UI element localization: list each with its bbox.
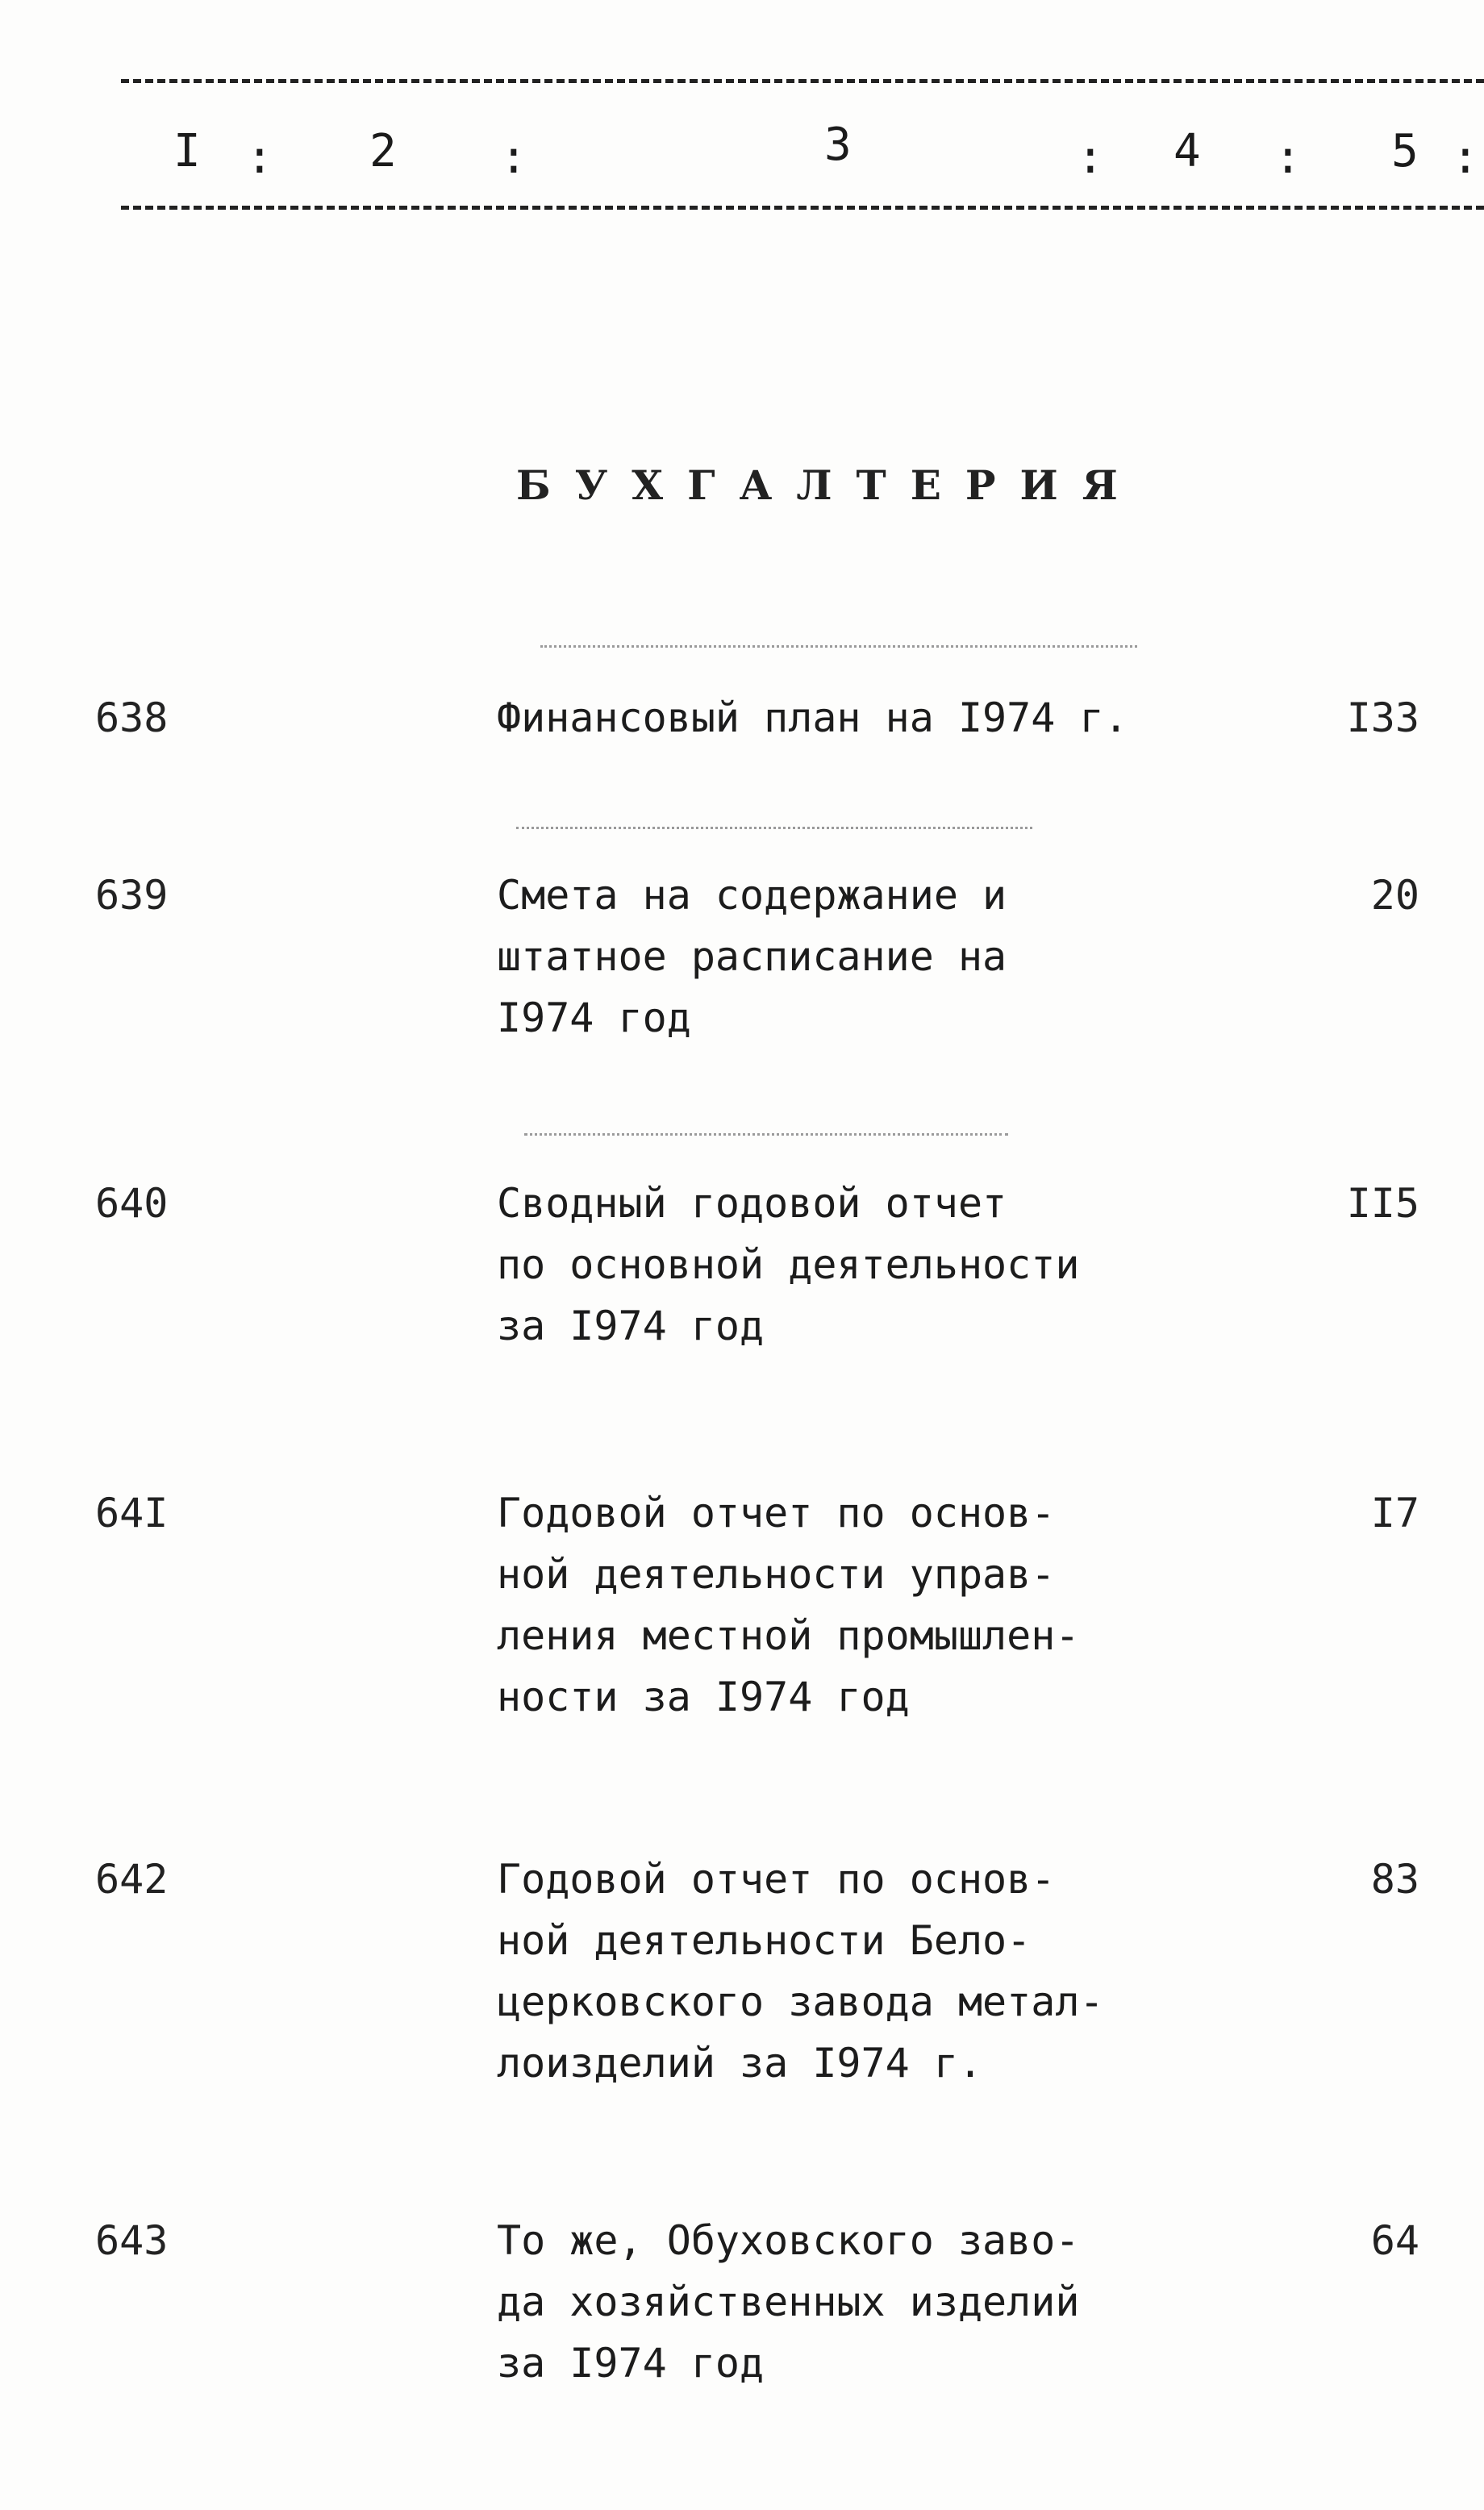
column-number-5: 5 [1391, 125, 1419, 177]
column-separator: : [1274, 131, 1302, 184]
column-number-3: 3 [824, 119, 852, 171]
entry-title: Годовой отчет по основ- ной деятельности Бело- церковского завода метал- лоизделий за I974 г. [497, 1856, 1104, 2087]
entry-sheet-count: II5 [1346, 1180, 1419, 1227]
entry-title: Годовой отчет по основ- ной деятельности управ- ления местной промышлен- ности за I974 год [497, 1490, 1080, 1720]
entry-number: 638 [95, 694, 169, 741]
dotted-separator [524, 1133, 1008, 1136]
column-separator: : [246, 131, 273, 184]
column-number-1: I [173, 125, 201, 177]
entry-number: 639 [95, 872, 169, 919]
column-number-4: 4 [1173, 125, 1201, 177]
header-rule-bottom [121, 206, 1484, 210]
entry-title: Смета на содержание и штатное расписание на I974 год [497, 872, 1007, 1041]
entry-sheet-count: 83 [1370, 1856, 1419, 1903]
section-title: БУХГАЛТЕРИЯ [516, 461, 1142, 509]
column-separator: : [1077, 131, 1104, 184]
header-rule-top [121, 79, 1484, 83]
dotted-separator [540, 645, 1137, 648]
entry-title: Финансовый план на I974 г. [497, 694, 1128, 741]
entry-number: 640 [95, 1180, 169, 1227]
entry-title: То же, Обуховского заво- да хозяйственных изделий за I974 год [497, 2217, 1080, 2387]
entry-number: 642 [95, 1856, 169, 1903]
column-number-2: 2 [369, 125, 397, 177]
entry-sheet-count: 64 [1370, 2217, 1419, 2264]
column-separator: : [1452, 131, 1479, 184]
entry-number: 64I [95, 1490, 169, 1536]
entry-number: 643 [95, 2217, 169, 2264]
entry-sheet-count: 20 [1370, 872, 1419, 919]
column-separator: : [500, 131, 527, 184]
dotted-separator [516, 827, 1032, 829]
entry-title: Сводный годовой отчет по основной деятельности за I974 год [497, 1180, 1080, 1349]
entry-sheet-count: I7 [1370, 1490, 1419, 1536]
entry-sheet-count: I33 [1346, 694, 1419, 741]
